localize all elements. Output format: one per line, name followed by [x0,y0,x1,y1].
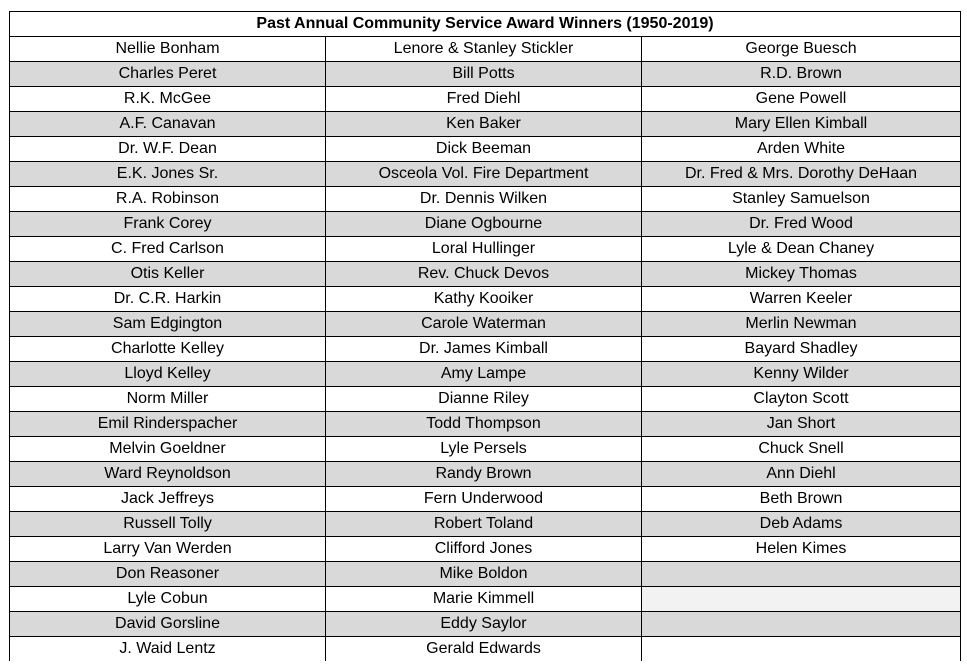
table-cell: George Buesch [642,37,961,62]
table-cell: C. Fred Carlson [10,237,326,262]
table-cell: R.D. Brown [642,62,961,87]
table-cell: Larry Van Werden [10,537,326,562]
table-title: Past Annual Community Service Award Winners (1950-2019) [10,12,961,37]
table-row [10,462,961,487]
table-row [10,112,961,137]
table-cell: Ward Reynoldson [10,462,326,487]
table-cell: Randy Brown [326,462,642,487]
table-cell: Chuck Snell [642,437,961,462]
table-row [10,312,961,337]
table-cell: Diane Ogbourne [326,212,642,237]
table-cell: Robert Toland [326,512,642,537]
table-cell: Lyle Persels [326,437,642,462]
table-row [10,412,961,437]
table-cell: Dianne Riley [326,387,642,412]
table-cell: Sam Edgington [10,312,326,337]
table-cell: Warren Keeler [642,287,961,312]
table-cell: Gene Powell [642,87,961,112]
table-cell: R.A. Robinson [10,187,326,212]
table-cell: Lloyd Kelley [10,362,326,387]
table-cell: David Gorsline [10,612,326,637]
table-row [10,37,961,62]
table-cell: Charles Peret [10,62,326,87]
table-row [10,262,961,287]
table-row [10,612,961,637]
table-cell: Mary Ellen Kimball [642,112,961,137]
table-cell: E.K. Jones Sr. [10,162,326,187]
table-cell: Bill Potts [326,62,642,87]
table-cell: Mickey Thomas [642,262,961,287]
table-title-row [10,12,961,37]
table-cell: Dr. W.F. Dean [10,137,326,162]
table-cell: Dick Beeman [326,137,642,162]
table-row [10,487,961,512]
table-cell: Fred Diehl [326,87,642,112]
table-cell: Eddy Saylor [326,612,642,637]
table-row [10,362,961,387]
table-cell: Jan Short [642,412,961,437]
table-cell: Fern Underwood [326,487,642,512]
table-cell: Lyle Cobun [10,587,326,612]
table-cell: Amy Lampe [326,362,642,387]
table-cell: Beth Brown [642,487,961,512]
table-cell: Frank Corey [10,212,326,237]
table-cell: Jack Jeffreys [10,487,326,512]
table-cell: Dr. Fred Wood [642,212,961,237]
table-cell: Carole Waterman [326,312,642,337]
table-cell: Norm Miller [10,387,326,412]
table-cell-empty [642,637,961,662]
award-winners-table-container [9,11,960,661]
table-cell: Mike Boldon [326,562,642,587]
table-cell: Gerald Edwards [326,637,642,662]
table-row [10,562,961,587]
table-cell-empty [642,562,961,587]
table-body [10,37,961,662]
table-cell-empty [642,587,961,612]
table-cell: Otis Keller [10,262,326,287]
table-cell: Helen Kimes [642,537,961,562]
table-cell-empty [642,612,961,637]
table-cell: Stanley Samuelson [642,187,961,212]
table-cell: Russell Tolly [10,512,326,537]
table-cell: A.F. Canavan [10,112,326,137]
table-cell: Deb Adams [642,512,961,537]
table-row [10,537,961,562]
table-row [10,337,961,362]
table-row [10,212,961,237]
table-cell: Kenny Wilder [642,362,961,387]
table-row [10,237,961,262]
table-row [10,87,961,112]
table-cell: Rev. Chuck Devos [326,262,642,287]
table-row [10,387,961,412]
table-cell: Dr. Fred & Mrs. Dorothy DeHaan [642,162,961,187]
table-cell: Kathy Kooiker [326,287,642,312]
table-cell: Melvin Goeldner [10,437,326,462]
table-cell: Clayton Scott [642,387,961,412]
table-cell: Loral Hullinger [326,237,642,262]
table-cell: Merlin Newman [642,312,961,337]
table-cell: Todd Thompson [326,412,642,437]
table-row [10,62,961,87]
table-cell: R.K. McGee [10,87,326,112]
table-cell: Clifford Jones [326,537,642,562]
table-cell: Lyle & Dean Chaney [642,237,961,262]
table-row [10,637,961,662]
table-cell: Dr. James Kimball [326,337,642,362]
table-cell: Don Reasoner [10,562,326,587]
table-row [10,187,961,212]
table-cell: Marie Kimmell [326,587,642,612]
table-row [10,587,961,612]
table-cell: Charlotte Kelley [10,337,326,362]
table-cell: Emil Rinderspacher [10,412,326,437]
table-row [10,137,961,162]
table-cell: Dr. C.R. Harkin [10,287,326,312]
table-cell: Bayard Shadley [642,337,961,362]
table-row [10,287,961,312]
table-cell: Lenore & Stanley Stickler [326,37,642,62]
table-cell: Arden White [642,137,961,162]
table-cell: Ken Baker [326,112,642,137]
award-winners-table [9,11,961,661]
table-cell: J. Waid Lentz [10,637,326,662]
table-row [10,512,961,537]
table-cell: Dr. Dennis Wilken [326,187,642,212]
table-cell: Osceola Vol. Fire Department [326,162,642,187]
table-cell: Ann Diehl [642,462,961,487]
table-row [10,437,961,462]
table-cell: Nellie Bonham [10,37,326,62]
table-row [10,162,961,187]
